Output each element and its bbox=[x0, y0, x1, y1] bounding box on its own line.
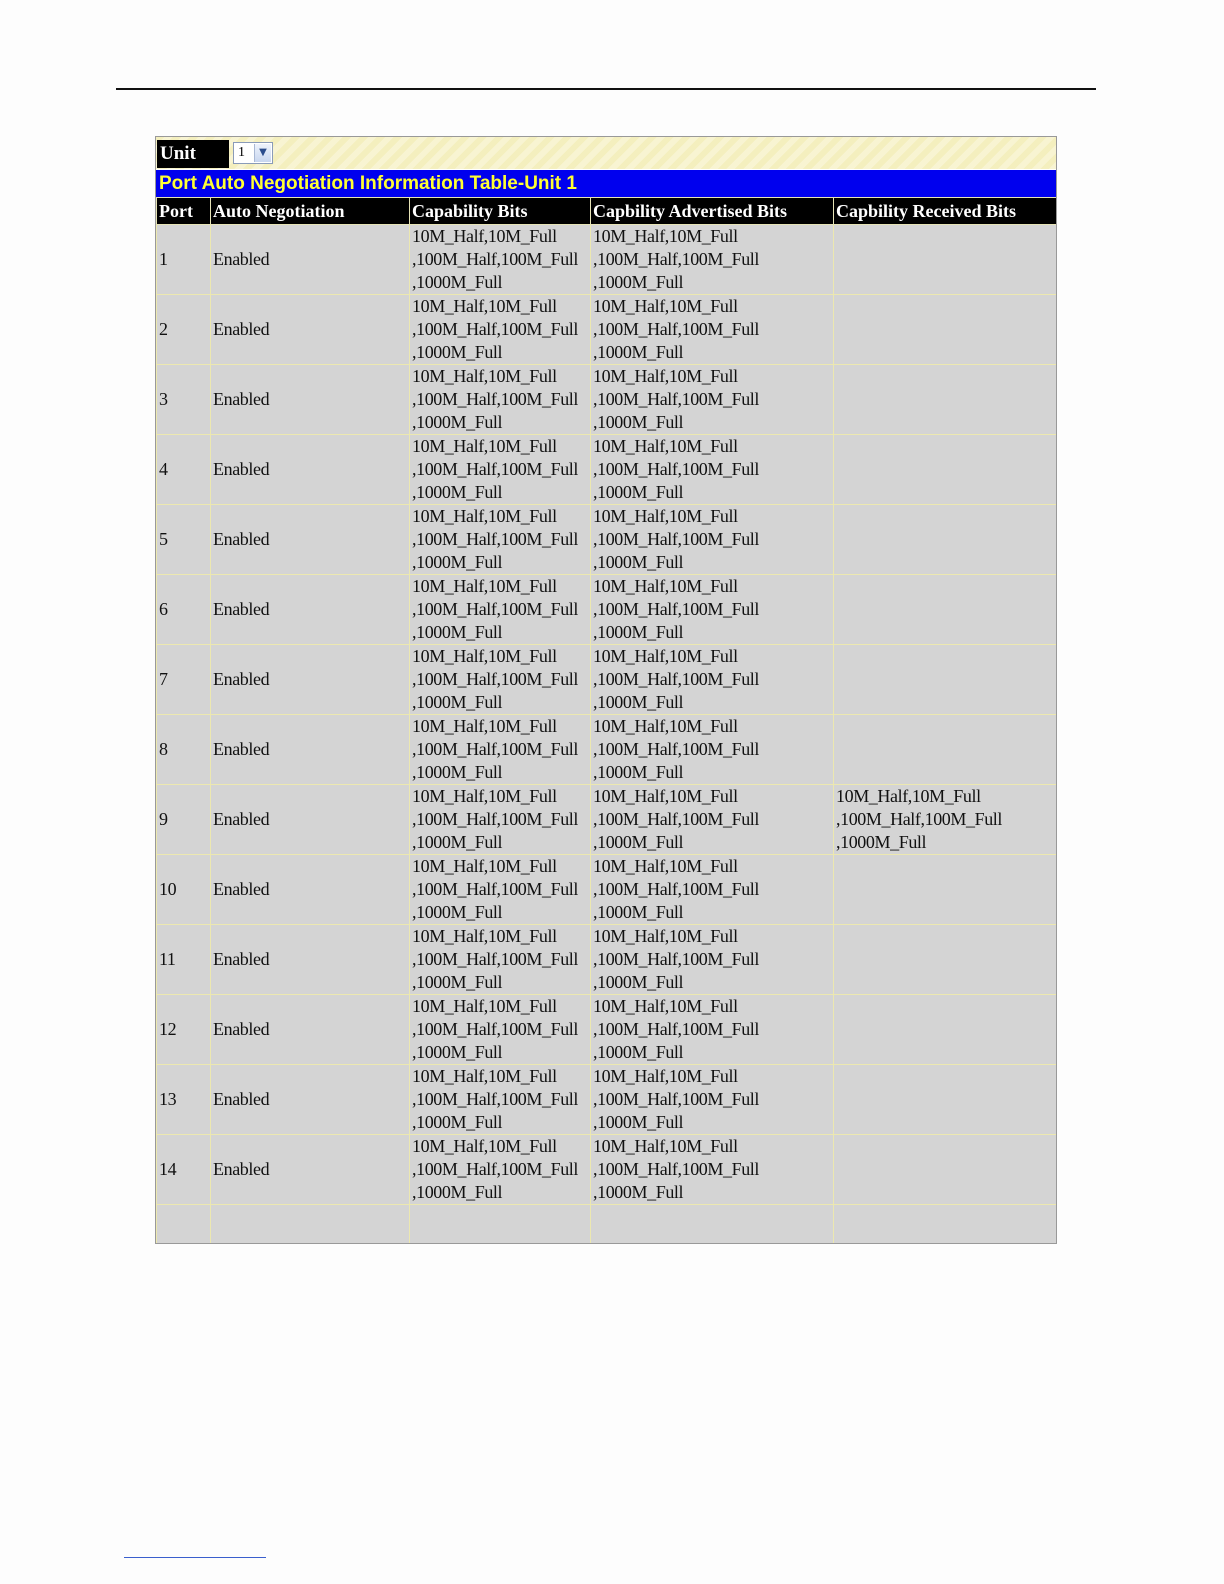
cell-capability-bits-line: ,100M_Half,100M_Full bbox=[412, 529, 579, 549]
cell-advertised-bits-line: 10M_Half,10M_Full bbox=[593, 296, 738, 316]
cell-received-bits bbox=[834, 505, 1057, 575]
cell-advertised-bits bbox=[591, 785, 834, 855]
cell-advertised-bits-line: ,1000M_Full bbox=[593, 622, 684, 642]
header-rule bbox=[116, 88, 1096, 90]
cell-capability-bits-line: ,1000M_Full bbox=[412, 1112, 503, 1132]
column-header-received-bits: Capbility Received Bits bbox=[834, 198, 1057, 225]
cell-received-bits bbox=[834, 1135, 1057, 1205]
unit-label: Unit bbox=[157, 140, 229, 168]
unit-select[interactable] bbox=[233, 142, 273, 164]
cell-auto-negotiation: Enabled bbox=[211, 1065, 410, 1135]
cell-received-bits bbox=[834, 435, 1057, 505]
cell-advertised-bits-line: ,1000M_Full bbox=[593, 692, 684, 712]
cell-auto-negotiation: Enabled bbox=[211, 575, 410, 645]
footer-link-rule bbox=[124, 1557, 266, 1558]
cell-capability-bits-line: ,1000M_Full bbox=[412, 482, 503, 502]
cell-advertised-bits-line: ,1000M_Full bbox=[593, 482, 684, 502]
cell-advertised-bits-line: ,1000M_Full bbox=[593, 1042, 684, 1062]
cell-advertised-bits-line: 10M_Half,10M_Full bbox=[593, 1136, 738, 1156]
cell-capability-bits-line: ,1000M_Full bbox=[412, 272, 503, 292]
cell-advertised-bits-line: ,100M_Half,100M_Full bbox=[593, 459, 760, 479]
cell-capability-bits bbox=[410, 855, 591, 925]
cell-capability-bits-line: 10M_Half,10M_Full bbox=[412, 226, 557, 246]
cell-port: 11 bbox=[157, 925, 211, 995]
cell-auto-negotiation: Enabled bbox=[211, 505, 410, 575]
cell-capability-bits-line: ,1000M_Full bbox=[412, 412, 503, 432]
cell-capability-bits bbox=[410, 925, 591, 995]
cell-advertised-bits-line: ,100M_Half,100M_Full bbox=[593, 879, 760, 899]
cell-received-bits bbox=[834, 575, 1057, 645]
cell-port: 9 bbox=[157, 785, 211, 855]
cell-capability-bits-line: ,1000M_Full bbox=[412, 692, 503, 712]
cell-port: 5 bbox=[157, 505, 211, 575]
cell-capability-bits-line: 10M_Half,10M_Full bbox=[412, 716, 557, 736]
cell-received-bits bbox=[834, 715, 1057, 785]
cell-capability-bits-line: ,100M_Half,100M_Full bbox=[412, 669, 579, 689]
cell-advertised-bits-line: 10M_Half,10M_Full bbox=[593, 366, 738, 386]
cell-port: 13 bbox=[157, 1065, 211, 1135]
cell-auto-negotiation: Enabled bbox=[211, 435, 410, 505]
cell-advertised-bits-line: ,100M_Half,100M_Full bbox=[593, 319, 760, 339]
cell-port: 14 bbox=[157, 1135, 211, 1205]
cell-capability-bits-line: ,100M_Half,100M_Full bbox=[412, 1019, 579, 1039]
cell-capability-bits bbox=[410, 225, 591, 295]
cell-received-bits bbox=[834, 295, 1057, 365]
cell-port: 7 bbox=[157, 645, 211, 715]
cell-advertised-bits-line: 10M_Half,10M_Full bbox=[593, 996, 738, 1016]
column-header-port: Port bbox=[157, 198, 211, 225]
cell-advertised-bits-line: ,1000M_Full bbox=[593, 1112, 684, 1132]
cell-advertised-bits bbox=[591, 505, 834, 575]
table-row bbox=[157, 1065, 1057, 1135]
table-row bbox=[157, 505, 1057, 575]
auto-negotiation-table bbox=[156, 197, 1057, 1244]
cell-advertised-bits bbox=[591, 995, 834, 1065]
cell-capability-bits-line: ,1000M_Full bbox=[412, 902, 503, 922]
cell-advertised-bits-line: 10M_Half,10M_Full bbox=[593, 716, 738, 736]
cell-advertised-bits-line: ,1000M_Full bbox=[593, 902, 684, 922]
cell-capability-bits-line: ,100M_Half,100M_Full bbox=[412, 1089, 579, 1109]
unit-selector-bar bbox=[156, 137, 1056, 169]
cell-capability-bits-line: 10M_Half,10M_Full bbox=[412, 786, 557, 806]
cell-capability-bits-line: ,100M_Half,100M_Full bbox=[412, 809, 579, 829]
cell-auto-negotiation: Enabled bbox=[211, 925, 410, 995]
cell-received-bits-line: ,1000M_Full bbox=[836, 832, 927, 852]
cell-capability-bits-line: ,1000M_Full bbox=[412, 342, 503, 362]
cell-advertised-bits-line: 10M_Half,10M_Full bbox=[593, 436, 738, 456]
port-auto-negotiation-panel bbox=[155, 136, 1057, 1244]
cell-capability-bits-line: 10M_Half,10M_Full bbox=[412, 506, 557, 526]
cell-advertised-bits bbox=[591, 1065, 834, 1135]
cell-advertised-bits-line: ,100M_Half,100M_Full bbox=[593, 1159, 760, 1179]
cell-advertised-bits-line: 10M_Half,10M_Full bbox=[593, 926, 738, 946]
cell-auto-negotiation: Enabled bbox=[211, 995, 410, 1065]
cell-capability-bits-line: ,100M_Half,100M_Full bbox=[412, 459, 579, 479]
cell-advertised-bits-line: 10M_Half,10M_Full bbox=[593, 646, 738, 666]
cell-capability-bits bbox=[410, 575, 591, 645]
cell-auto-negotiation: Enabled bbox=[211, 365, 410, 435]
cell-capability-bits-line: ,1000M_Full bbox=[412, 972, 503, 992]
cell-advertised-bits-line: ,1000M_Full bbox=[593, 272, 684, 292]
cell-received-bits-line: ,100M_Half,100M_Full bbox=[836, 809, 1003, 829]
cell-capability-bits-line: ,100M_Half,100M_Full bbox=[412, 949, 579, 969]
cell-advertised-bits-line: ,1000M_Full bbox=[593, 342, 684, 362]
cell-advertised-bits bbox=[591, 715, 834, 785]
cell-port: 10 bbox=[157, 855, 211, 925]
cell-port bbox=[157, 1205, 211, 1245]
table-row bbox=[157, 925, 1057, 995]
cell-capability-bits bbox=[410, 435, 591, 505]
cell-advertised-bits-line: ,100M_Half,100M_Full bbox=[593, 1089, 760, 1109]
table-row bbox=[157, 715, 1057, 785]
cell-auto-negotiation: Enabled bbox=[211, 855, 410, 925]
cell-capability-bits-line: ,1000M_Full bbox=[412, 832, 503, 852]
cell-advertised-bits bbox=[591, 575, 834, 645]
cell-advertised-bits-line: ,100M_Half,100M_Full bbox=[593, 249, 760, 269]
cell-advertised-bits-line: ,1000M_Full bbox=[593, 412, 684, 432]
cell-port: 8 bbox=[157, 715, 211, 785]
cell-capability-bits bbox=[410, 295, 591, 365]
cell-advertised-bits-line: 10M_Half,10M_Full bbox=[593, 576, 738, 596]
cell-capability-bits-line: ,100M_Half,100M_Full bbox=[412, 319, 579, 339]
cell-capability-bits-line: ,1000M_Full bbox=[412, 622, 503, 642]
cell-capability-bits-line: 10M_Half,10M_Full bbox=[412, 856, 557, 876]
cell-capability-bits-line: 10M_Half,10M_Full bbox=[412, 296, 557, 316]
table-row bbox=[157, 435, 1057, 505]
cell-auto-negotiation: Enabled bbox=[211, 1135, 410, 1205]
cell-advertised-bits-line: ,100M_Half,100M_Full bbox=[593, 599, 760, 619]
cell-advertised-bits bbox=[591, 295, 834, 365]
cell-advertised-bits-line: 10M_Half,10M_Full bbox=[593, 856, 738, 876]
cell-capability-bits-line: ,100M_Half,100M_Full bbox=[412, 739, 579, 759]
cell-auto-negotiation: Enabled bbox=[211, 295, 410, 365]
chevron-down-icon[interactable]: ▼ bbox=[254, 144, 271, 162]
cell-capability-bits-line: ,1000M_Full bbox=[412, 1182, 503, 1202]
cell-auto-negotiation: Enabled bbox=[211, 715, 410, 785]
cell-capability-bits-line: ,100M_Half,100M_Full bbox=[412, 1159, 579, 1179]
cell-capability-bits bbox=[410, 1205, 591, 1245]
cell-capability-bits-line: 10M_Half,10M_Full bbox=[412, 366, 557, 386]
cell-advertised-bits-line: ,100M_Half,100M_Full bbox=[593, 809, 760, 829]
cell-advertised-bits-line: ,100M_Half,100M_Full bbox=[593, 949, 760, 969]
cell-capability-bits-line: ,100M_Half,100M_Full bbox=[412, 599, 579, 619]
cell-capability-bits-line: ,1000M_Full bbox=[412, 762, 503, 782]
cell-advertised-bits bbox=[591, 435, 834, 505]
table-row bbox=[157, 225, 1057, 295]
table-row bbox=[157, 645, 1057, 715]
table-row bbox=[157, 785, 1057, 855]
cell-capability-bits bbox=[410, 995, 591, 1065]
table-header-row bbox=[157, 198, 1057, 225]
cell-advertised-bits-line: ,100M_Half,100M_Full bbox=[593, 389, 760, 409]
cell-advertised-bits bbox=[591, 925, 834, 995]
cell-advertised-bits-line: 10M_Half,10M_Full bbox=[593, 226, 738, 246]
cell-received-bits bbox=[834, 1065, 1057, 1135]
cell-received-bits bbox=[834, 925, 1057, 995]
cell-capability-bits bbox=[410, 505, 591, 575]
table-title: Port Auto Negotiation Information Table-Unit 1 bbox=[156, 169, 1056, 197]
cell-received-bits bbox=[834, 785, 1057, 855]
table-row bbox=[157, 575, 1057, 645]
cell-port: 12 bbox=[157, 995, 211, 1065]
cell-advertised-bits-line: ,1000M_Full bbox=[593, 762, 684, 782]
cell-capability-bits bbox=[410, 715, 591, 785]
cell-port: 1 bbox=[157, 225, 211, 295]
column-header-auto-negotiation: Auto Negotiation bbox=[211, 198, 410, 225]
table-row bbox=[157, 1135, 1057, 1205]
cell-auto-negotiation: Enabled bbox=[211, 785, 410, 855]
cell-port: 3 bbox=[157, 365, 211, 435]
cell-advertised-bits bbox=[591, 1135, 834, 1205]
cell-capability-bits-line: ,1000M_Full bbox=[412, 552, 503, 572]
cell-received-bits bbox=[834, 645, 1057, 715]
cell-capability-bits-line: 10M_Half,10M_Full bbox=[412, 576, 557, 596]
cell-advertised-bits-line: ,100M_Half,100M_Full bbox=[593, 1019, 760, 1039]
cell-capability-bits-line: ,1000M_Full bbox=[412, 1042, 503, 1062]
cell-received-bits bbox=[834, 1205, 1057, 1245]
cell-capability-bits-line: ,100M_Half,100M_Full bbox=[412, 389, 579, 409]
unit-select-value: 1 bbox=[238, 145, 245, 160]
cell-capability-bits-line: ,100M_Half,100M_Full bbox=[412, 249, 579, 269]
cell-received-bits bbox=[834, 995, 1057, 1065]
cell-advertised-bits-line: 10M_Half,10M_Full bbox=[593, 1066, 738, 1086]
cell-advertised-bits-line: ,100M_Half,100M_Full bbox=[593, 529, 760, 549]
cell-capability-bits bbox=[410, 365, 591, 435]
cell-capability-bits-line: ,100M_Half,100M_Full bbox=[412, 879, 579, 899]
cell-advertised-bits-line: ,100M_Half,100M_Full bbox=[593, 739, 760, 759]
cell-advertised-bits-line: 10M_Half,10M_Full bbox=[593, 506, 738, 526]
cell-auto-negotiation bbox=[211, 1205, 410, 1245]
cell-advertised-bits-line: ,1000M_Full bbox=[593, 552, 684, 572]
table-body bbox=[157, 225, 1057, 1245]
cell-received-bits bbox=[834, 225, 1057, 295]
cell-advertised-bits bbox=[591, 1205, 834, 1245]
cell-advertised-bits-line: ,1000M_Full bbox=[593, 972, 684, 992]
cell-capability-bits-line: 10M_Half,10M_Full bbox=[412, 996, 557, 1016]
cell-advertised-bits-line: ,1000M_Full bbox=[593, 1182, 684, 1202]
table-row bbox=[157, 295, 1057, 365]
cell-advertised-bits-line: ,1000M_Full bbox=[593, 832, 684, 852]
cell-capability-bits bbox=[410, 1135, 591, 1205]
cell-capability-bits-line: 10M_Half,10M_Full bbox=[412, 646, 557, 666]
cell-advertised-bits bbox=[591, 365, 834, 435]
cell-advertised-bits bbox=[591, 645, 834, 715]
table-row bbox=[157, 995, 1057, 1065]
column-header-capability-bits: Capability Bits bbox=[410, 198, 591, 225]
cell-advertised-bits bbox=[591, 225, 834, 295]
cell-capability-bits bbox=[410, 1065, 591, 1135]
table-row bbox=[157, 1205, 1057, 1245]
cell-received-bits-line: 10M_Half,10M_Full bbox=[836, 786, 981, 806]
cell-auto-negotiation: Enabled bbox=[211, 645, 410, 715]
cell-advertised-bits-line: 10M_Half,10M_Full bbox=[593, 786, 738, 806]
cell-port: 4 bbox=[157, 435, 211, 505]
cell-capability-bits-line: 10M_Half,10M_Full bbox=[412, 926, 557, 946]
cell-capability-bits-line: 10M_Half,10M_Full bbox=[412, 436, 557, 456]
cell-auto-negotiation: Enabled bbox=[211, 225, 410, 295]
cell-received-bits bbox=[834, 855, 1057, 925]
cell-capability-bits-line: 10M_Half,10M_Full bbox=[412, 1066, 557, 1086]
table-row bbox=[157, 855, 1057, 925]
cell-capability-bits-line: 10M_Half,10M_Full bbox=[412, 1136, 557, 1156]
cell-advertised-bits bbox=[591, 855, 834, 925]
cell-port: 2 bbox=[157, 295, 211, 365]
cell-advertised-bits-line: ,100M_Half,100M_Full bbox=[593, 669, 760, 689]
table-row bbox=[157, 365, 1057, 435]
cell-capability-bits bbox=[410, 785, 591, 855]
cell-port: 6 bbox=[157, 575, 211, 645]
cell-capability-bits bbox=[410, 645, 591, 715]
column-header-advertised-bits: Capbility Advertised Bits bbox=[591, 198, 834, 225]
cell-received-bits bbox=[834, 365, 1057, 435]
